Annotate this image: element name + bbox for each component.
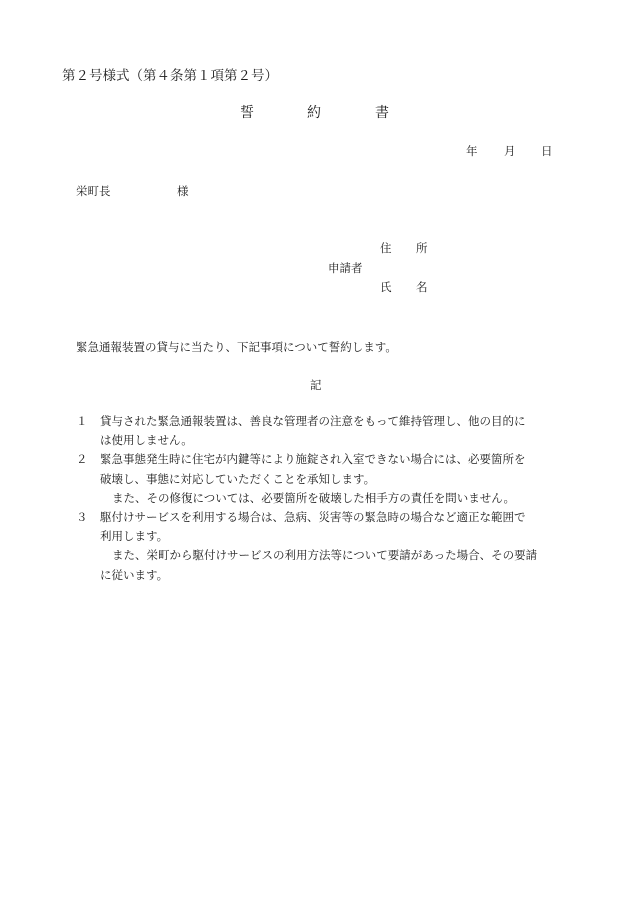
item-text-line: 緊急事態発生時に住宅が内鍵等により施錠され入室できない場合には、必要箇所を xyxy=(100,452,526,467)
form-number-label: 第２号様式（第４条第１項第２号） xyxy=(62,68,278,84)
name-label: 氏 名 xyxy=(380,280,428,294)
addressee: 栄町長 xyxy=(76,184,111,198)
item-text-line: 利用します。 xyxy=(100,529,169,544)
pledge-items xyxy=(76,412,574,585)
item-note-line: また、その修復については、必要箇所を破壊した相手方の責任を問いません。 xyxy=(112,490,515,505)
honorific: 様 xyxy=(177,184,189,198)
item-number: １ xyxy=(76,414,88,428)
date-day-label: 日 xyxy=(541,144,553,158)
pledge-item xyxy=(76,508,574,585)
ki-heading: 記 xyxy=(310,378,322,392)
pledge-item xyxy=(76,450,574,508)
item-text-line: 駆付けサービスを利用する場合は、急病、災害等の緊急時の場合など適正な範囲で xyxy=(100,510,526,525)
item-number: ３ xyxy=(76,510,88,525)
address-label: 住 所 xyxy=(380,241,428,255)
date-year-label: 年 xyxy=(466,144,478,158)
applicant-label: 申請者 xyxy=(328,261,363,275)
pledge-item xyxy=(76,412,574,450)
date-month-label: 月 xyxy=(504,144,516,158)
pledge-intro: 緊急通報装置の貸与に当たり、下記事項について誓約します。 xyxy=(76,340,397,354)
title-char-3: 書 xyxy=(375,105,389,121)
title-char-1: 誓 xyxy=(240,105,254,121)
item-text-line: 貸与された緊急通報装置は、善良な管理者の注意をもって維持管理し、他の目的に xyxy=(100,414,526,428)
item-note-line: また、栄町から駆付けサービスの利用方法等について要請があった場合、その要請 xyxy=(112,548,538,563)
item-text-line: は使用しません。 xyxy=(100,433,193,448)
item-text-line: 破壊し、事態に対応していただくことを承知します。 xyxy=(100,471,376,486)
item-number: ２ xyxy=(76,452,88,467)
title-char-2: 約 xyxy=(307,105,321,121)
item-note-line: に従います。 xyxy=(100,567,169,582)
